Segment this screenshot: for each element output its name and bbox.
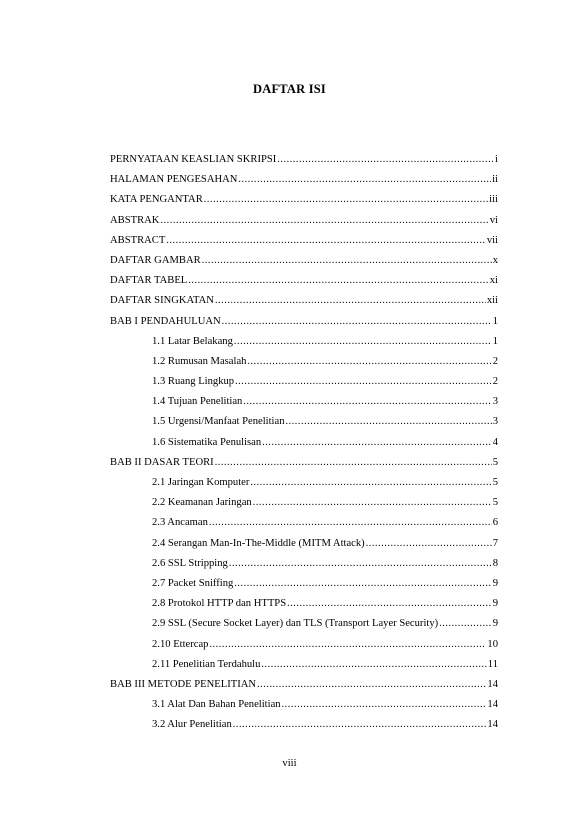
toc-subsection-entry xyxy=(110,493,498,513)
toc-entry-label: 2.10 Ettercap xyxy=(152,638,209,650)
toc-entry-label: 3.2 Alur Penelitian xyxy=(152,719,232,731)
toc-entry-label: 2.1 Jaringan Komputer xyxy=(152,477,250,488)
toc-entry-page: 10 xyxy=(487,638,498,650)
dot-leader xyxy=(247,352,491,372)
toc-entry-label: 2.6 SSL Stripping xyxy=(152,557,228,569)
toc-subsection-entry xyxy=(110,635,498,655)
dot-leader xyxy=(439,614,492,634)
toc-subsection-entry xyxy=(110,332,498,352)
dot-leader xyxy=(287,594,492,614)
toc-section-entry xyxy=(110,190,498,210)
dot-leader xyxy=(215,291,486,311)
toc-subsection-entry xyxy=(110,534,498,554)
toc-entry-page: 9 xyxy=(492,618,498,630)
toc-entry-label: 1.1 Latar Belakang xyxy=(152,335,233,347)
toc-entry-page: 7 xyxy=(492,537,498,549)
dot-leader xyxy=(286,412,492,432)
dot-leader xyxy=(233,715,487,735)
toc-entry-page: 8 xyxy=(492,557,498,569)
toc-entry-label: 2.8 Protokol HTTP dan HTTPS xyxy=(152,598,287,610)
toc-subsection-entry xyxy=(110,554,498,574)
toc-entry-label: 1.4 Tujuan Penelitian xyxy=(152,396,243,408)
toc-entry-label: KATA PENGANTAR xyxy=(110,194,203,206)
dot-leader xyxy=(257,675,486,695)
page-number: viii xyxy=(282,758,297,769)
toc-entry-label: HALAMAN PENGESAHAN xyxy=(110,174,238,186)
dot-leader xyxy=(202,251,492,271)
toc-subsection-entry xyxy=(110,574,498,594)
toc-entry-label: PERNYATAAN KEASLIAN SKRIPSI xyxy=(110,154,277,165)
toc-subsection-entry xyxy=(110,715,498,735)
toc-subsection-entry xyxy=(110,614,498,634)
toc-entry-page: 2 xyxy=(492,355,498,367)
dot-leader xyxy=(243,392,491,412)
dot-leader xyxy=(209,635,486,655)
toc-entry-label: 2.9 SSL (Secure Socket Layer) dan TLS (Transport Layer Security) xyxy=(152,618,439,630)
toc-entry-label: 1.6 Sistematika Penulisan xyxy=(152,436,262,448)
dot-leader xyxy=(229,554,492,574)
dot-leader xyxy=(188,271,488,291)
dot-leader xyxy=(166,231,485,251)
toc-entry-page: 5 xyxy=(492,456,498,468)
toc-entry-page: 6 xyxy=(492,517,498,529)
dot-leader xyxy=(209,513,492,533)
dot-leader xyxy=(262,433,492,453)
toc-entry-page: xi xyxy=(489,275,498,287)
toc-entry-label: ABSTRACT xyxy=(110,234,166,246)
dot-leader xyxy=(282,695,487,715)
toc-entry-label: ABSTRAK xyxy=(110,214,160,226)
dot-leader xyxy=(235,372,492,392)
toc-subsection-entry xyxy=(110,392,498,412)
toc-entry-label: DAFTAR GAMBAR xyxy=(110,254,201,266)
toc-entry-page: x xyxy=(492,254,498,266)
dot-leader xyxy=(261,655,486,675)
dot-leader xyxy=(234,332,492,352)
toc-entry-page: 1 xyxy=(492,315,498,327)
toc-entry-page: 9 xyxy=(492,577,498,589)
toc-entry-label: 1.3 Ruang Lingkup xyxy=(152,376,235,388)
toc-entry-label: DAFTAR SINGKATAN xyxy=(110,295,214,307)
toc-entry-page: vi xyxy=(489,214,498,226)
toc-entry-page: 4 xyxy=(492,436,498,448)
dot-leader xyxy=(160,211,488,231)
dot-leader xyxy=(253,493,492,513)
toc-entry-label: 1.2 Rumusan Masalah xyxy=(152,355,247,367)
toc-entry-page: 5 xyxy=(492,477,498,488)
toc-entry-page: 14 xyxy=(487,719,498,731)
toc-section-entry xyxy=(110,170,498,190)
toc-subsection-entry xyxy=(110,352,498,372)
toc-entry-label: BAB II DASAR TEORI xyxy=(110,456,214,468)
table-of-contents xyxy=(110,150,498,735)
toc-section-entry xyxy=(110,291,498,311)
toc-section-entry xyxy=(110,271,498,291)
toc-entry-page: 3 xyxy=(492,416,498,428)
toc-entry-label: 2.11 Penelitian Terdahulu xyxy=(152,658,261,670)
toc-entry-page: iii xyxy=(489,194,498,206)
dot-leader xyxy=(215,453,492,473)
toc-entry-label: 2.7 Packet Sniffing xyxy=(152,577,234,589)
toc-subsection-entry xyxy=(110,412,498,432)
dot-leader xyxy=(234,574,491,594)
toc-entry-page: 3 xyxy=(492,396,498,408)
toc-entry-label: 3.1 Alat Dan Bahan Penelitian xyxy=(152,699,281,711)
toc-entry-page: 14 xyxy=(487,678,498,690)
toc-entry-label: 2.3 Ancaman xyxy=(152,517,208,529)
toc-entry-page: i xyxy=(495,154,498,165)
toc-subsection-entry xyxy=(110,655,498,675)
toc-entry-label: 2.4 Serangan Man-In-The-Middle (MITM Attack) xyxy=(152,537,365,549)
toc-entry-page: 2 xyxy=(492,376,498,388)
toc-entry-page: vii xyxy=(486,234,498,246)
dot-leader xyxy=(222,312,492,332)
toc-entry-page: 9 xyxy=(492,598,498,610)
dot-leader xyxy=(366,534,492,554)
toc-entry-page: xii xyxy=(486,295,498,307)
dot-leader xyxy=(204,190,488,210)
toc-subsection-entry xyxy=(110,695,498,715)
toc-entry-label: BAB I PENDAHULUAN xyxy=(110,315,221,327)
toc-entry-label: 1.5 Urgensi/Manfaat Penelitian xyxy=(152,416,285,428)
toc-section-entry xyxy=(110,150,498,170)
toc-section-entry xyxy=(110,231,498,251)
toc-section-entry xyxy=(110,211,498,231)
toc-subsection-entry xyxy=(110,473,498,493)
toc-section-entry xyxy=(110,675,498,695)
toc-entry-page: 1 xyxy=(492,335,498,347)
toc-entry-page: 5 xyxy=(492,497,498,509)
dot-leader xyxy=(238,170,491,190)
toc-subsection-entry xyxy=(110,594,498,614)
toc-entry-page: 14 xyxy=(487,699,498,711)
toc-entry-page: ii xyxy=(492,174,498,186)
dot-leader xyxy=(250,473,491,493)
toc-entry-label: 2.2 Keamanan Jaringan xyxy=(152,497,252,509)
toc-section-entry xyxy=(110,453,498,473)
toc-section-entry xyxy=(110,251,498,271)
toc-entry-label: DAFTAR TABEL xyxy=(110,275,188,287)
toc-subsection-entry xyxy=(110,513,498,533)
toc-entry-page: 11 xyxy=(487,658,498,670)
page-title: DAFTAR ISI xyxy=(253,82,326,96)
toc-entry-label: BAB III METODE PENELITIAN xyxy=(110,678,257,690)
toc-section-entry xyxy=(110,312,498,332)
toc-subsection-entry xyxy=(110,433,498,453)
toc-subsection-entry xyxy=(110,372,498,392)
dot-leader xyxy=(277,150,494,170)
